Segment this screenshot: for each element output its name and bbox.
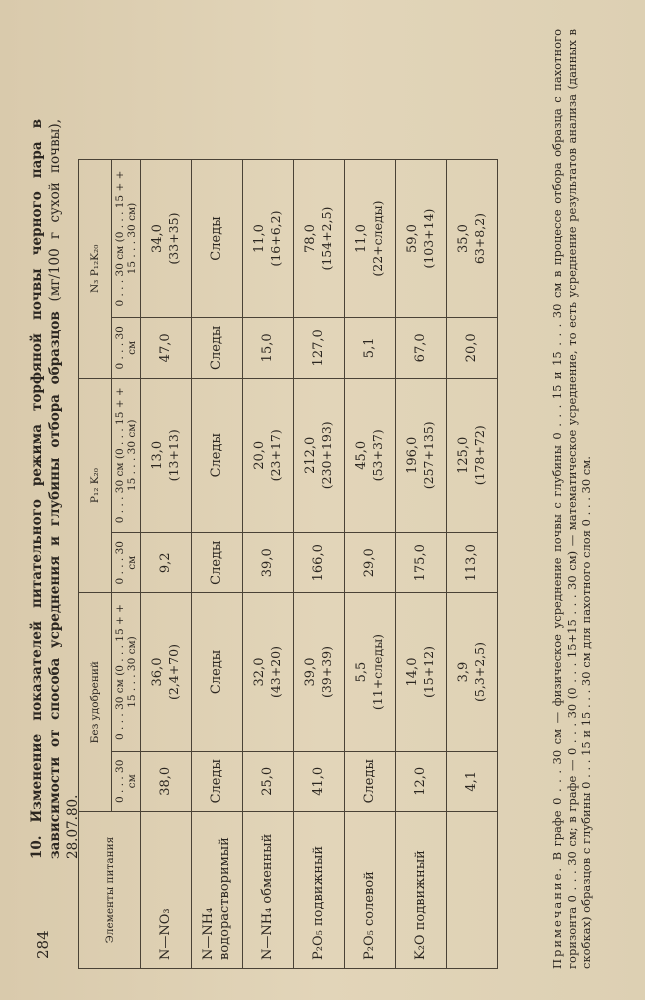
value-cell: [141, 318, 192, 378]
value-cell: [345, 593, 396, 751]
element-name-cell: N—NH₄ обменный: [243, 812, 294, 969]
group-header-no-fertilizer: Без удобрений: [79, 593, 112, 812]
cell-value: Следы: [362, 759, 377, 804]
cell-detail: (5,3+2,5): [472, 642, 487, 703]
cell-detail: (257+135): [421, 421, 436, 490]
cell-value: Следы: [209, 649, 224, 695]
table-body: [141, 160, 498, 969]
value-cell: [294, 593, 345, 751]
value-cell: [396, 751, 447, 811]
subheader-mathematical: 0 . . . 30 см (0 . . . 15 + + 15 . . . 30 см): [112, 593, 141, 751]
cell-value: 3,9: [456, 661, 471, 683]
cell-value: 38,0: [158, 766, 173, 796]
value-cell: [243, 533, 294, 593]
cell-detail: (23+17): [268, 429, 283, 482]
element-name-cell: N—NH₄ водорастворимый: [192, 812, 243, 969]
table-row: [447, 160, 498, 969]
cell-value: 39,0: [303, 657, 318, 687]
cell-value: 39,0: [260, 548, 275, 578]
cell-value: 35,0: [456, 224, 471, 254]
value-cell: [192, 318, 243, 378]
table-row: [243, 160, 294, 969]
value-cell: [294, 318, 345, 378]
table-title-main: 10. Изменение показателей питательного режима торфяной почвы черного пара в зависимости от способа усреднения и глубины отбора образцов: [29, 119, 63, 859]
cell-detail: (22+следы): [370, 200, 385, 277]
cell-value: 113,0: [464, 544, 479, 582]
value-cell: [447, 751, 498, 811]
value-cell: [192, 593, 243, 751]
cell-value: 32,0: [252, 657, 267, 687]
value-cell: [141, 378, 192, 532]
value-cell: [345, 160, 396, 318]
cell-value: 5,1: [362, 337, 377, 359]
cell-detail: (39+39): [319, 645, 334, 699]
cell-value: Следы: [209, 216, 224, 261]
cell-value: 127,0: [311, 329, 326, 367]
subheader-mathematical: 0 . . . 30 см (0 . . . 15 + + 15 . . . 30 см): [112, 378, 141, 532]
footnote-text: В графе 0 . . . 30 см — физическое усреднение почвы с глубины 0 . . . 15 и 15 . . . 30 см в процессе отбора образца с пахотного горизонта 0 . . . 30 см; в графе — 0 . . . 30 (0 . . . 15+15 . . . 30 см) — математическое усреднение, то есть усреднение результатов анализа (данных в скобках) образцов с глубины 0 . . . 15 и 15 . . . 30 см для пахотного слоя 0 . . . 30 см.: [550, 29, 593, 969]
table-title-units: (мг/100 г сухой почвы), 28.07.80.: [47, 119, 81, 859]
value-cell: [192, 751, 243, 811]
footnote-lead: Примечание.: [550, 865, 564, 969]
cell-value: 34,0: [150, 224, 165, 254]
subheader-mathematical: 0 . . . 30 см (0 . . . 15 + + 15 . . . 30 см): [112, 160, 141, 318]
cell-value: 20,0: [464, 333, 479, 363]
cell-detail: (103+14): [421, 208, 436, 269]
rotated-content: [22, 25, 622, 985]
cell-detail: (2,4+70): [166, 644, 181, 701]
cell-detail: (13+13): [166, 429, 181, 482]
value-cell: [447, 160, 498, 318]
element-column-header: Элементы питания: [79, 812, 141, 969]
cell-detail: (16+6,2): [268, 210, 283, 267]
cell-value: Следы: [209, 540, 224, 585]
cell-value: 11,0: [252, 224, 267, 254]
value-cell: [294, 533, 345, 593]
cell-value: 47,0: [158, 333, 173, 363]
value-cell: [396, 318, 447, 378]
element-name-cell: P₂O₅ солевой: [345, 812, 396, 969]
cell-value: 59,0: [405, 224, 420, 254]
value-cell: [345, 318, 396, 378]
element-name-cell: K₂O подвижный: [396, 812, 447, 969]
cell-value: Следы: [209, 759, 224, 804]
value-cell: [243, 751, 294, 811]
value-cell: [192, 533, 243, 593]
cell-value: 11,0: [354, 224, 369, 254]
value-cell: [447, 318, 498, 378]
value-cell: [243, 160, 294, 318]
group-header-npk: N₃ P₁₂K₂₀: [79, 160, 112, 379]
cell-detail: (154+2,5): [319, 206, 334, 271]
value-cell: [447, 593, 498, 751]
cell-detail: (43+20): [268, 645, 283, 699]
element-name-cell: [447, 812, 498, 969]
cell-value: Следы: [209, 325, 224, 370]
cell-value: 45,0: [354, 440, 369, 470]
value-cell: [141, 751, 192, 811]
cell-value: 67,0: [413, 333, 428, 363]
value-cell: [294, 378, 345, 532]
cell-value: 14,0: [405, 657, 420, 687]
table-row: [396, 160, 447, 969]
table-row: [141, 160, 192, 969]
element-name-cell: N—NO₃: [141, 812, 192, 969]
value-cell: [294, 751, 345, 811]
cell-detail: (230+193): [319, 421, 334, 490]
value-cell: [396, 160, 447, 318]
subheader-physical: 0 . . . 30 см: [112, 533, 141, 593]
page-number: 284: [34, 930, 52, 959]
cell-value: 25,0: [260, 766, 275, 796]
nutrient-table: [78, 159, 498, 969]
cell-detail: 63+8,2): [472, 212, 487, 265]
table-row: [294, 160, 345, 969]
value-cell: [141, 160, 192, 318]
table-row: [345, 160, 396, 969]
cell-value: 12,0: [413, 766, 428, 796]
value-cell: [243, 378, 294, 532]
value-cell: [345, 533, 396, 593]
subheader-physical: 0 . . . 30 см: [112, 751, 141, 811]
value-cell: [192, 378, 243, 532]
value-cell: [345, 751, 396, 811]
cell-value: 125,0: [456, 436, 471, 474]
cell-detail: (33+35): [166, 212, 181, 265]
cell-value: 196,0: [405, 436, 420, 474]
value-cell: [345, 378, 396, 532]
cell-value: 175,0: [413, 544, 428, 582]
value-cell: [447, 378, 498, 532]
cell-value: 29,0: [362, 548, 377, 578]
table-title: [28, 119, 82, 859]
cell-value: 5,5: [354, 661, 369, 683]
cell-value: 36,0: [150, 657, 165, 687]
value-cell: [396, 593, 447, 751]
cell-value: 4,1: [464, 770, 479, 792]
table-footnote: [550, 29, 594, 969]
cell-value: 9,2: [158, 552, 173, 574]
subheader-physical: 0 . . . 30 см: [112, 318, 141, 378]
value-cell: [294, 160, 345, 318]
cell-value: 13,0: [150, 440, 165, 470]
value-cell: [141, 533, 192, 593]
value-cell: [141, 593, 192, 751]
cell-value: 20,0: [252, 440, 267, 470]
cell-detail: (178+72): [472, 425, 487, 486]
value-cell: [243, 593, 294, 751]
value-cell: [396, 378, 447, 532]
cell-value: 15,0: [260, 333, 275, 363]
element-name-cell: P₂O₅ подвижный: [294, 812, 345, 969]
value-cell: [192, 160, 243, 318]
cell-value: 41,0: [311, 766, 326, 796]
cell-value: Следы: [209, 433, 224, 478]
cell-value: 212,0: [303, 436, 318, 474]
cell-detail: (53+37): [370, 429, 385, 482]
cell-value: 78,0: [303, 224, 318, 254]
cell-detail: (11+следы): [370, 633, 385, 711]
table-row: [192, 160, 243, 969]
cell-value: 166,0: [311, 544, 326, 582]
cell-detail: (15+12): [421, 645, 436, 699]
value-cell: [447, 533, 498, 593]
value-cell: [396, 533, 447, 593]
group-header-pk: P₁₂ K₂₀: [79, 378, 112, 593]
value-cell: [243, 318, 294, 378]
